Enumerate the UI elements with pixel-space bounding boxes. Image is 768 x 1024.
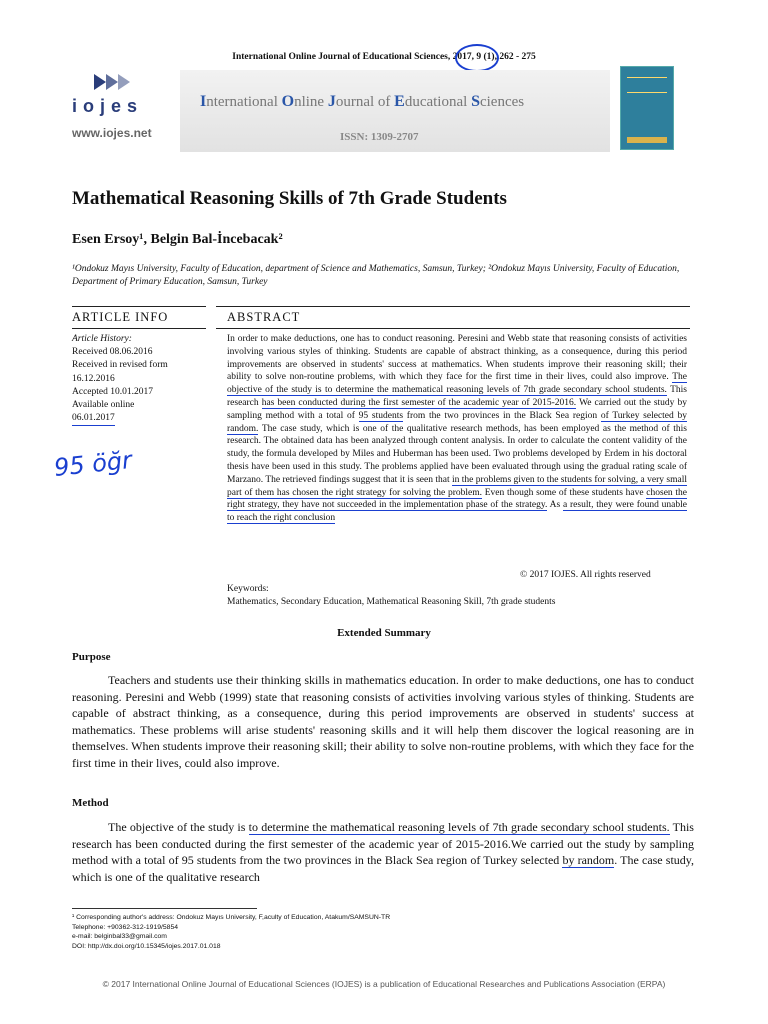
method-heading: Method [72, 797, 109, 809]
keywords: Mathematics, Secondary Education, Mathematical Reasoning Skill, 7th grade students [227, 597, 556, 607]
purpose-heading: Purpose [72, 651, 111, 663]
article-info-heading: ARTICLE INFO [72, 310, 169, 324]
divider [72, 306, 206, 307]
handwritten-circle-mark [455, 44, 499, 72]
divider [216, 328, 690, 329]
journal-name: International Online Journal of Educational Sciences [200, 93, 525, 110]
keywords-label: Keywords: [227, 584, 269, 594]
article-authors: Esen Ersoy¹, Belgin Bal-İncebacak² [72, 232, 283, 247]
issn: ISSN: 1309-2707 [340, 131, 419, 143]
article-history: Article History: Received 08.06.2016 Received in revised form 16.12.2016 Accepted 10.01.2017 Available online 06.01.2017 [72, 333, 202, 426]
journal-cover-image [620, 66, 674, 150]
abstract-heading: ABSTRACT [227, 310, 301, 324]
article-title: Mathematical Reasoning Skills of 7th Grade Students [72, 188, 507, 209]
footnotes: ¹ Corresponding author's address: Ondokuz Mayıs University, F,aculty of Education, Atakum/SAMSUN-TR Telephone: +90362-312-1919/5854 e-mail: belginbal33@gmail.com DOI: http://dx.doi.org/10.15345/iojes.2017.01.018 [72, 914, 391, 950]
extended-summary-heading: Extended Summary [337, 627, 431, 639]
abstract-text: In order to make deductions, one has to conduct reasoning. Peresini and Webb state that reasoning consists of activities involving various styles of thinking. Students are capable of abstract thinking, as a consequence, during this period improvements are observed in students' success at mathematics. When students improve their reasoning skill; their ability to solve non-routine problems, with which they face for the first time in their lives, could also improve. The objective of the study is to determine the mathematical reasoning levels of 7th grade secondary school students. This research has been conducted during the first semester of the academic year of 2015-2016. We carried out the study by sampling method with a total of 95 students from the two provinces in the Black Sea region of Turkey selected by random. The case study, which is one of the qualitative research methods, has been employed as the method of this research. The obtained data has been analyzed through content analysis. In order to calculate the content validity of the study, the formula developed by Miles and Huberman has been used. Two problems developed by Erdem in his doctoral thesis have been used in this study. The problems applied have been evaluated through using the gradual rating scale of Marzano. The retrieved findings suggest that it is seen that in the problems given to the students for solving, a very small part of them has chosen the right strategy for solving the problem. Even though some of these students have chosen the right strategy, they have not succeeded in the implementation phase of the strategy. As a result, they were found unable to reach the right conclusion [227, 334, 688, 524]
footnote-divider [72, 908, 257, 909]
purpose-paragraph: Teachers and students use their thinking skills in mathematics education. In order to make deductions, one has to conduct reasoning. Peresini and Webb (1999) state that reasoning consists of activities involving various styles of thinking. Students are capable of abstract thinking, as a consequence, during this period improvements are observed in students' success at mathematics. These problems will arise students' reasoning skills and it will help them discover the logical reasoning are in themselves. When students improve their reasoning skill; their ability to solve non-routine problems, with which they face for the first time in their lives, could also improve. [72, 673, 694, 770]
running-head: International Online Journal of Educational Sciences, 2017, 9 (1), 262 - 275 [232, 52, 536, 62]
logo-wordmark: iojes [72, 96, 144, 116]
abstract-copyright: © 2017 IOJES. All rights reserved [520, 570, 651, 580]
handwritten-note: 95 öğr [52, 446, 134, 482]
method-paragraph: The objective of the study is to determine the mathematical reasoning levels of 7th grade secondary school students. This research has been conducted during the first semester of the academic year of 2015-2016.We carried out the study by sampling method with a total of 95 students from the two provinces in the Black Sea region of Turkey selected by random. The case study, which is one of the qualitative research [72, 820, 695, 884]
author-affiliations: ¹Ondokuz Mayıs University, Faculty of Education, department of Science and Mathematics, Samsun, Turkey; ²Ondokuz Mayıs University, Faculty of Education, Department of Primary Education, Samsun, Turkey [72, 264, 680, 287]
divider [216, 306, 690, 307]
website-link[interactable]: www.iojes.net [72, 126, 152, 140]
divider [72, 328, 206, 329]
page-footer: © 2017 International Online Journal of Educational Sciences (IOJES) is a publication of Educational Researches and Publications Association (ERPA) [102, 979, 666, 989]
